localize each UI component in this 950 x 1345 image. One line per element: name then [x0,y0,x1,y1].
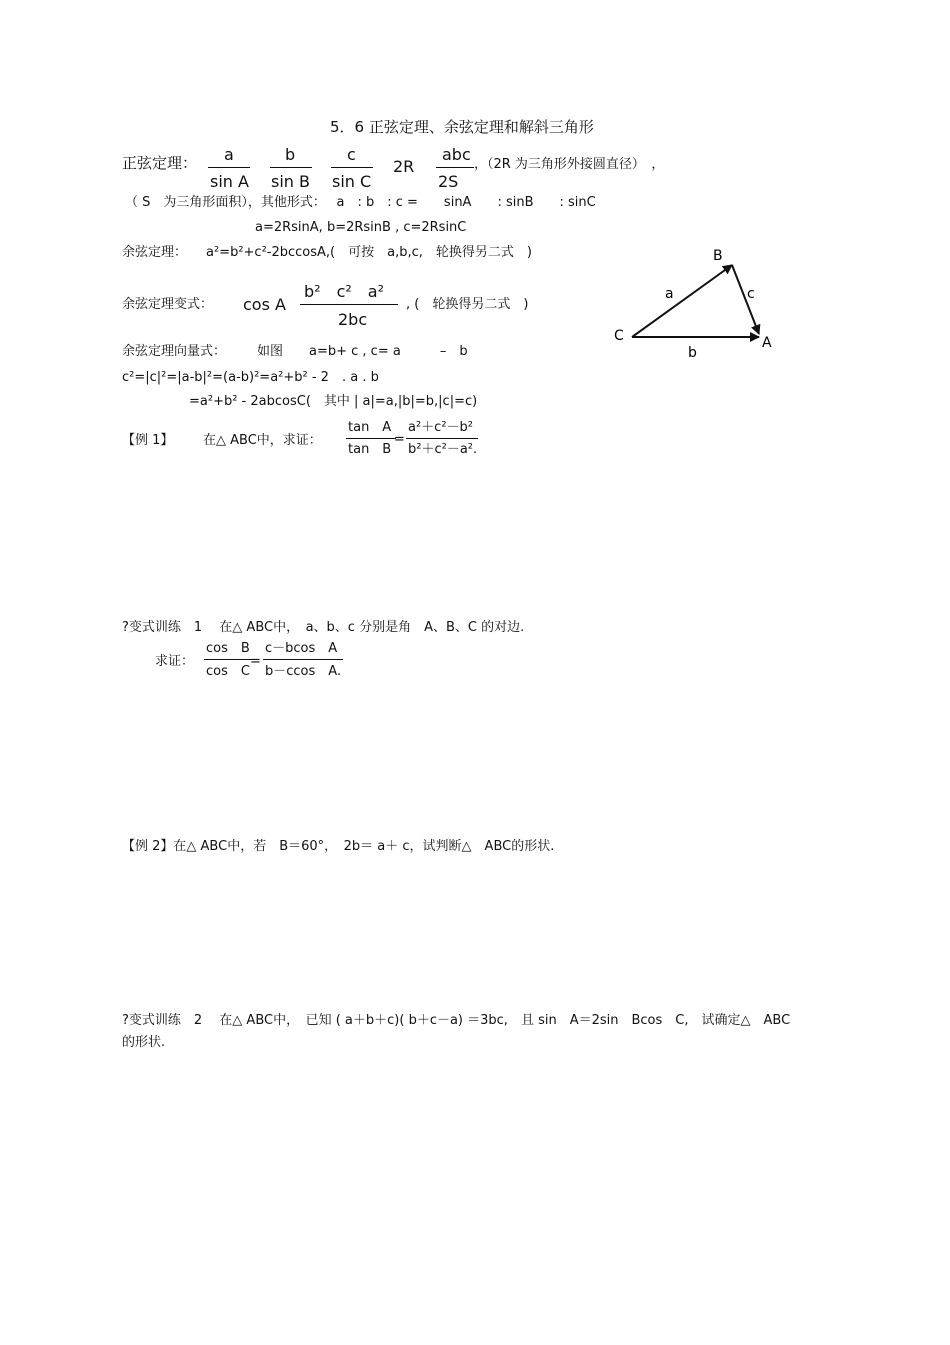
frac-den-sinC: sin C [332,172,372,191]
vector-label: 余弦定理向量式： [122,344,227,359]
frac-bar [331,167,373,168]
vector-c-arrow [732,265,759,334]
example-2-text: 【例 2】在△ ABC中，若 B＝60°， 2b＝ a＋ c，试判断△ ABC的形状. [122,839,555,854]
frac-bar [204,659,254,660]
example-1-rhs-num: a²＋c²－b² [408,420,474,435]
side-a-label: a [665,286,674,302]
exercise-2-text-cont: 的形状. [122,1035,166,1050]
frac-num-b: b [285,145,296,164]
vertex-C-label: C [614,328,624,344]
frac-bar [270,167,312,168]
vector-a-arrow [632,265,732,337]
example-1-label: 【例 1】 [122,433,174,448]
two-r: 2R [393,157,415,176]
example-1-lhs-den: tan B [348,442,392,457]
vector-line-2: c²=|c|²=|a-b|²=(a-b)²=a²+b² - 2 . a . b [122,370,379,385]
frac-bar [300,304,398,305]
example-1-lhs-num: tan A [348,420,392,435]
frac-bar [208,167,250,168]
sine-law-label: 正弦定理： [122,154,198,172]
frac-bar [263,659,343,660]
frac-den-2s: 2S [438,172,459,191]
frac-den-sinB: sin B [271,172,310,191]
exercise-1-text: ?变式训练 1 在△ ABC中， a、b、c 分别是角 A、B、C 的对边. [122,620,525,635]
exercise-1-lhs-num: cos B [206,641,250,656]
frac-bar [436,167,474,168]
frac-num-abc: abc [442,145,471,164]
cosine-variant-note: , ( 轮换得另二式 ) [406,297,529,312]
frac-bar [406,438,478,439]
frac-den-sinA: sin A [210,172,249,191]
exercise-1-lhs-den: cos C [206,664,250,679]
frac-num-a: a [224,145,234,164]
example-1-text: 在△ ABC中，求证： [203,433,322,448]
vertex-A-label: A [762,335,772,351]
example-1-rhs-den: b²＋c²－a². [408,442,478,457]
side-c-label: c [747,286,755,302]
cosine-law-formula: a²=b²+c²-2bccosA,( 可按 a,b,c, 轮换得另二式 ) [206,245,532,260]
sine-law-other-forms: （ S 为三角形面积），其他形式： a : b : c = sinA : sinB : sinC [125,195,596,210]
cosine-law-label: 余弦定理： [122,245,188,260]
sine-law-note: ，（2R 为三角形外接圆直径） ， [474,157,665,172]
vector-line-1: 如图 a=b+ c , c= a – b [257,344,468,359]
exercise-1-rhs-den: b－ccos A. [265,664,342,679]
cosine-variant-denominator: 2bc [338,310,368,329]
equals-sign: = [394,432,405,447]
sine-law-expanded: a=2RsinA, b=2RsinB , c=2RsinC [255,220,467,235]
vector-line-3: =a²+b² - 2abcosC( 其中 | a|=a,|b|=b,|c|=c) [189,394,478,409]
cos-a: cos A [243,295,286,314]
cosine-variant-numerator: b² c² a² [304,282,385,301]
frac-num-c: c [347,145,356,164]
frac-bar [346,438,396,439]
side-b-label: b [688,345,697,361]
exercise-1-prove: 求证： [155,654,195,669]
page-title: 5．6 正弦定理、余弦定理和解斜三角形 [330,118,594,136]
vertex-B-label: B [713,248,723,264]
equals-sign: = [250,654,261,669]
triangle-diagram [600,240,790,370]
cosine-variant-label: 余弦定理变式： [122,297,214,312]
exercise-1-rhs-num: c－bcos A [265,641,338,656]
exercise-2-text: ?变式训练 2 在△ ABC中， 已知 ( a＋b＋c)( b＋c－a) ＝3bc, 且 sin A＝2sin Bcos C, 试确定△ ABC [122,1013,791,1028]
